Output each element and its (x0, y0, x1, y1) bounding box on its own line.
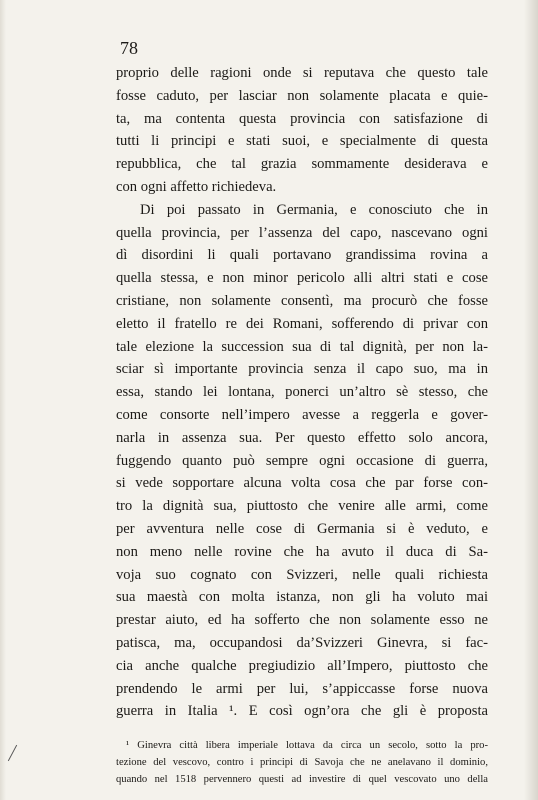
book-page (116, 38, 488, 788)
text-line: proprio delle ragioni onde si reputava che questo tale (116, 65, 488, 81)
text-line: cristiane, non solamente consentì, ma procurò che fosse (116, 292, 488, 309)
text-line: sua maestà con molta istanza, non gli ha voluto mai (116, 589, 488, 606)
scan-edge-right (524, 0, 538, 800)
text-line: quella stessa, e non minor pericolo alli altri stati e cose (116, 270, 488, 287)
page-number: 78 (120, 38, 138, 58)
text-line: sciar sì importante provincia senza il capo suo, ma in (116, 361, 488, 378)
text-line: tale elezione la succession sua di tal dignità, per non la- (116, 338, 488, 355)
text-line: tutti li principi e stati suoi, e specialmente di questa (116, 133, 488, 150)
text-line: tro la dignità sua, piuttosto che venire alle armi, come (116, 498, 488, 515)
text-line: voja suo cognato con Svizzeri, nelle quali richiesta (116, 566, 488, 583)
text-line: Di poi passato in Germania, e conosciuto che in (140, 201, 488, 218)
text-line: dì disordini li quali portavano grandissima rovina a (116, 247, 488, 264)
text-line: patisca, ma, occupandosi da’Svizzeri Ginevra, si fac- (116, 634, 488, 651)
text-line: eletto il fratello re dei Romani, sofferendo di privar con (116, 315, 488, 332)
text-line: quella provincia, per l’assenza del capo, nascevano ogni (116, 224, 488, 241)
footnote-line: ¹ Ginevra città libera imperiale lottava da circa un secolo, sotto la pro- (126, 740, 488, 752)
text-line: ta, ma contenta questa provincia con satisfazione di (116, 110, 488, 127)
text-line: essa, stando lei lontana, ponerci un’altro sè stesso, che (116, 384, 488, 401)
text-line: guerra in Italia ¹. E così ogn’ora che gli è proposta (116, 703, 488, 720)
footnote-line: quando nel 1518 pervennero questi ad investire di quel vescovato uno della (116, 774, 488, 786)
margin-pencil-mark (8, 745, 17, 761)
text-line: come consorte nell’impero avesse a reggerla e gover- (116, 406, 488, 423)
text-line: non meno nelle rovine che ha avuto il duca di Sa- (116, 543, 488, 560)
text-line: si vede sopportare alcuna volta cosa che par forse con- (116, 475, 488, 492)
text-line: fosse caduto, per lasciar non solamente placata e quie- (116, 87, 488, 104)
text-line: fuggendo quanto può sempre ogni occasione di guerra, (116, 452, 488, 469)
body-text (116, 62, 488, 723)
text-line: prestar aiuto, ed ha sofferto che non solamente esso ne (116, 612, 488, 629)
scan-edge-left (0, 0, 6, 800)
text-line: per avventura nelle cose di Germania si è veduto, e (116, 520, 488, 537)
footnote-line: tezione del vescovo, contro i principi di Savoja che ne anelavano il dominio, (116, 757, 488, 769)
text-line: con ogni affetto richiedeva. (116, 178, 277, 195)
text-line: repubblica, che tal grazia sommamente desiderava e (116, 156, 488, 173)
footnotes (116, 737, 488, 788)
text-line: cia anche qualche pregiudizio all’Impero, piuttosto che (116, 657, 488, 674)
text-line: prendendo le armi per lui, s’appiccasse forse nuova (116, 680, 488, 697)
text-line: narla in assenza sua. Per questo effetto solo ancora, (116, 429, 488, 446)
